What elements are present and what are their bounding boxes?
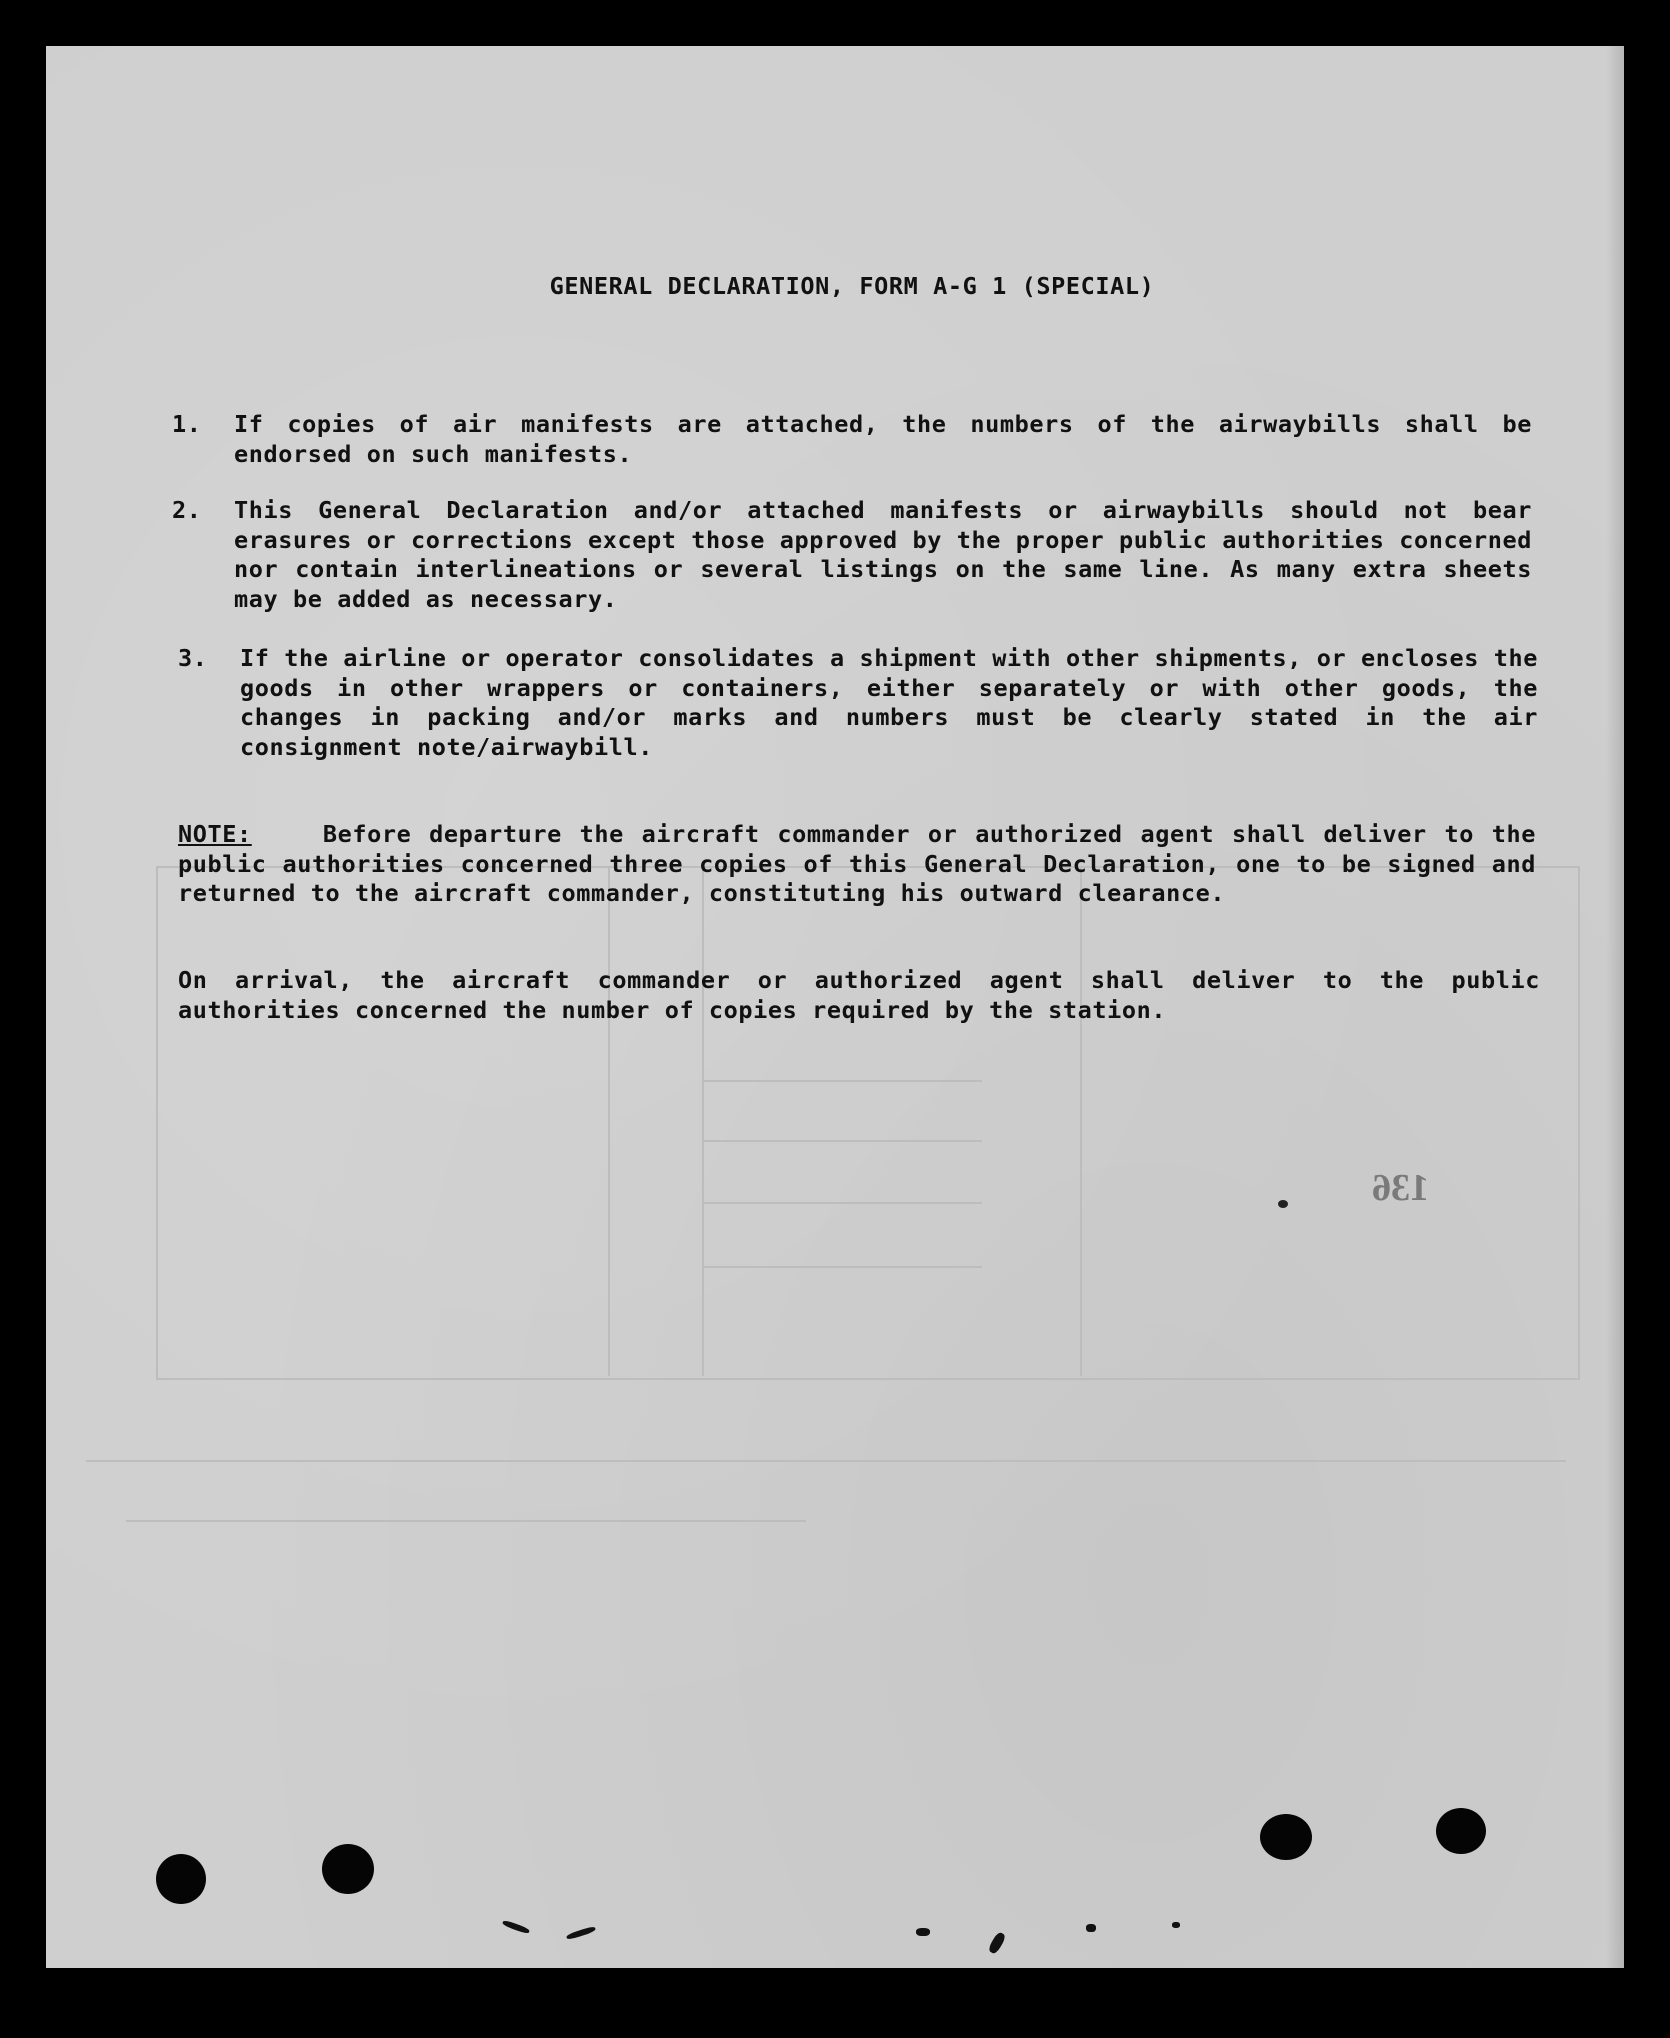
ink-speck	[987, 1931, 1007, 1955]
arrival-paragraph: On arrival, the aircraft commander or authorized agent shall deliver to the public authorities concerned the number of copies required by the station.	[178, 966, 1540, 1024]
bleed-through-line	[702, 1266, 982, 1268]
note-text: Before departure the aircraft commander or authorized agent shall deliver to the public authorities concerned three copies of this General Declaration, one to be signed and returned to the aircraft commander, constituting his outward clearance.	[178, 820, 1537, 907]
paper-sheet	[46, 46, 1624, 1968]
bleed-through-line	[702, 1080, 982, 1082]
instruction-text: This General Declaration and/or attached manifests or airwaybills should not bear erasures or corrections except those approved by the proper public authorities concerned nor contain interlineations or several listings on the same line. As many extra sheets may be added as necessary.	[234, 496, 1532, 613]
instruction-number: 3.	[178, 644, 208, 672]
bleed-through-line	[608, 866, 610, 1376]
ink-mark	[1278, 1200, 1288, 1208]
instruction-number: 1.	[172, 410, 202, 438]
note-label: NOTE:	[178, 820, 252, 848]
instruction-number: 2.	[172, 496, 202, 524]
bleed-through-line	[702, 866, 704, 1376]
bleed-through-line	[126, 1520, 806, 1522]
ink-speck	[1172, 1922, 1180, 1928]
punch-hole	[156, 1854, 206, 1904]
ink-speck	[502, 1919, 530, 1934]
punch-hole	[322, 1844, 374, 1894]
punch-hole	[1436, 1808, 1486, 1854]
instruction-text: If copies of air manifests are attached, the numbers of the airwaybills shall be endorsed on such manifests.	[234, 410, 1532, 468]
page-edge-shadow	[1606, 46, 1624, 1968]
instruction-item-2	[172, 496, 1532, 614]
instruction-item-1	[172, 410, 1532, 469]
bleed-through-line	[86, 1460, 1566, 1462]
form-title: GENERAL DECLARATION, FORM A-G 1 (SPECIAL)	[549, 272, 1155, 300]
stamp-number: 136	[1372, 1167, 1429, 1209]
bleed-through-box	[156, 866, 1580, 1380]
bleed-through-line	[702, 1202, 982, 1204]
ink-speck	[916, 1928, 930, 1936]
ink-speck	[566, 1926, 596, 1941]
bleed-through-line	[1080, 866, 1082, 1376]
instruction-item-3	[178, 644, 1538, 762]
instruction-text: If the airline or operator consolidates a shipment with other shipments, or encloses the goods in other wrappers or containers, either separately or with other goods, the changes in packing and/or marks and numbers must be clearly stated in the air consignment note/airwaybill.	[240, 644, 1538, 761]
ink-speck	[1086, 1924, 1096, 1932]
bleed-through-line	[702, 1140, 982, 1142]
note-paragraph	[178, 820, 1536, 909]
punch-hole	[1260, 1814, 1312, 1860]
